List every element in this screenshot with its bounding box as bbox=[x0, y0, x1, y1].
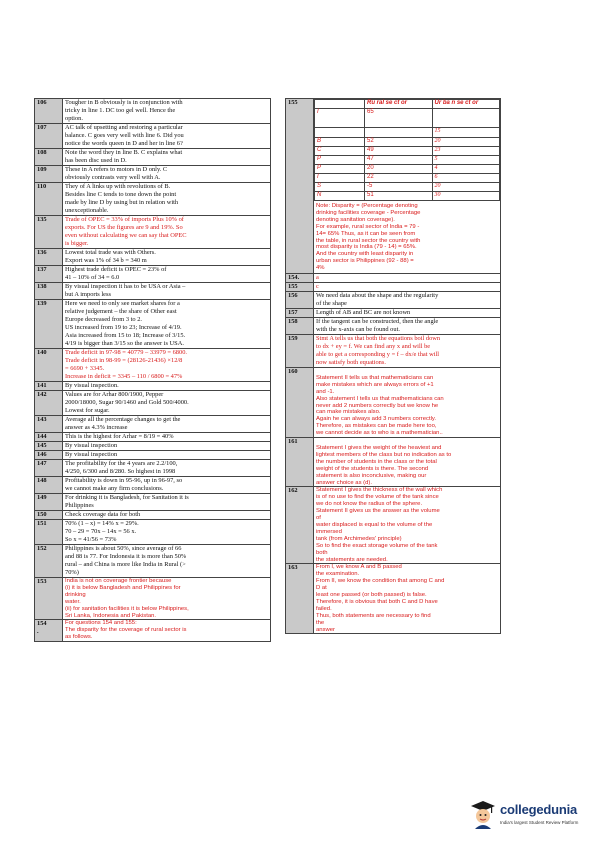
answer-row bbox=[35, 149, 271, 166]
explanation-line: notice the words queen in D and her in line 6? bbox=[65, 140, 183, 147]
answer-explanation bbox=[63, 124, 271, 149]
explanation-line: Lowest total trade was with Others. bbox=[65, 249, 156, 256]
explanation-line: balance. C goes very well with line 6. Did you bbox=[65, 132, 184, 139]
explanation-line: India is not on coverage frontier because bbox=[65, 578, 172, 584]
explanation-line: with the x-axis can be found out. bbox=[316, 326, 400, 334]
note-line: And the country with least disparity in bbox=[316, 251, 414, 258]
answer-row bbox=[35, 283, 271, 300]
explanation-line: If the tangent can be constructed, then the angle bbox=[316, 318, 439, 326]
country-initial: I bbox=[315, 174, 365, 183]
left-answer-table bbox=[34, 98, 271, 642]
answer-row bbox=[35, 620, 271, 642]
explanation-line: By visual inspection it has to be USA or Asia – bbox=[65, 283, 186, 290]
explanation-line: we do not know the radius of the sphere. bbox=[316, 501, 423, 508]
explanation-line: Stmt A tells us that both the equations boil down bbox=[316, 335, 441, 343]
answer-row bbox=[35, 300, 271, 349]
explanation-line: of the shape bbox=[316, 300, 347, 308]
explanation-line: Philippines bbox=[65, 502, 94, 509]
question-number: 150 bbox=[35, 511, 63, 520]
answer-explanation bbox=[63, 416, 271, 433]
question-number: 138 bbox=[35, 283, 63, 300]
answer-explanation bbox=[314, 368, 501, 438]
explanation-line: even without calculating we can say that OPEC bbox=[65, 232, 187, 239]
graduate-mascot-icon bbox=[470, 800, 496, 830]
explanation-line: Lowest for sugar. bbox=[65, 407, 110, 414]
explanation-line: 4/19 is bigger than 3/15 so the answer is USA. bbox=[65, 340, 184, 347]
answer-row bbox=[286, 283, 501, 292]
answer-row bbox=[35, 382, 271, 391]
explanation-line bbox=[316, 438, 498, 445]
note-line: 14= 65% Thus, as it can be seen from bbox=[316, 230, 416, 237]
country-initial: B bbox=[315, 138, 365, 147]
explanation-line: has been disc used in D. bbox=[65, 157, 127, 164]
note-line: Note: Disparity = (Percentage denoting bbox=[316, 203, 418, 209]
explanation-line: able to get a corresponding y = f – dx/e that will bbox=[316, 351, 440, 359]
explanation-line: From I, we know A and B passed bbox=[316, 564, 402, 571]
explanation-line: never add 2 numbers correctly but we know he bbox=[316, 402, 439, 409]
question-number: 140 bbox=[35, 349, 63, 382]
explanation-line: They of A links up with revolutions of B. bbox=[65, 183, 171, 190]
answer-explanation bbox=[63, 249, 271, 266]
answer-explanation bbox=[63, 451, 271, 460]
explanation-line: So x = 41/56 = 73% bbox=[65, 536, 117, 543]
disparity-table bbox=[314, 99, 500, 201]
answer-explanation bbox=[63, 545, 271, 578]
question-number: 141 bbox=[35, 382, 63, 391]
explanation-line: relative judgement – the share of Other east bbox=[65, 308, 177, 315]
rural-disparity: 49 bbox=[365, 147, 433, 156]
explanation-line: we cannot make any firm conclusions. bbox=[65, 485, 164, 492]
answer-row bbox=[35, 99, 271, 124]
question-number: 149 bbox=[35, 494, 63, 511]
explanation-line: This is the highest for Arhar = 8/19 = 40% bbox=[65, 433, 174, 440]
answer-explanation bbox=[314, 487, 501, 564]
question-number: 163 bbox=[286, 564, 314, 634]
question-number: 109 bbox=[35, 166, 63, 183]
question-number: 136 bbox=[35, 249, 63, 266]
explanation-line: So to find the exact storage volume of the tank bbox=[316, 542, 438, 549]
explanation-line: Trade deficit in 98-99 = (28126-21436) ×12/8 bbox=[65, 357, 183, 364]
explanation-line: Statement II gives us the answer as the volume bbox=[316, 508, 440, 515]
answer-row bbox=[286, 564, 501, 634]
answer-explanation bbox=[63, 283, 271, 300]
country-initial: P bbox=[315, 156, 365, 165]
explanation-line: Statement I gives the weight of the heaviest and bbox=[316, 445, 442, 451]
explanation-line: These in A refers to motors in D only. C bbox=[65, 166, 168, 173]
answer-row bbox=[286, 438, 501, 487]
answer-row bbox=[286, 274, 501, 283]
logo-tagline: India's largest Student Review Platform bbox=[500, 820, 579, 825]
question-number: 154 . bbox=[35, 620, 63, 642]
explanation-line: weight of the students is there. The second bbox=[316, 465, 429, 472]
note-line: drinking facilities coverage - Percentage bbox=[316, 209, 421, 216]
disparity-row bbox=[315, 183, 500, 192]
explanation-line: Also statement I tells us that mathematicians can bbox=[316, 395, 444, 402]
answer-row bbox=[286, 335, 501, 368]
answer-row bbox=[35, 349, 271, 382]
question-number: 137 bbox=[35, 266, 63, 283]
urban-disparity: 23 bbox=[432, 147, 500, 156]
explanation-line: and -1. bbox=[316, 388, 335, 395]
rural-disparity: 20 bbox=[365, 165, 433, 174]
question-number: 107 bbox=[35, 124, 63, 149]
note-line: the table, in rural sector the country with bbox=[316, 237, 421, 244]
question-number: 162 bbox=[286, 487, 314, 564]
explanation-line: US increased from 19 to 23; Increase of 4/19. bbox=[65, 324, 182, 331]
answer-row bbox=[286, 487, 501, 564]
country-initial bbox=[315, 128, 365, 138]
answer-explanation bbox=[314, 274, 501, 283]
question-number: 145 bbox=[35, 442, 63, 451]
answer-explanation bbox=[314, 292, 501, 309]
question-number: 156 bbox=[286, 292, 314, 309]
question-number: 152 bbox=[35, 545, 63, 578]
rural-disparity: 47 bbox=[365, 156, 433, 165]
answer-row-155-table bbox=[286, 99, 501, 274]
explanation-line: For questions 154 and 155: bbox=[65, 620, 137, 627]
explanation-line: Length of AB and BC are not known bbox=[316, 309, 411, 317]
explanation-line: We need data about the shape and the regularity bbox=[316, 292, 439, 300]
disparity-row bbox=[315, 156, 500, 165]
rural-disparity: 51 bbox=[365, 192, 433, 201]
answer-row bbox=[286, 309, 501, 318]
answer-explanation bbox=[63, 620, 271, 642]
explanation-line: option. bbox=[65, 115, 83, 122]
note-line: 4% bbox=[316, 265, 325, 272]
answer-explanation bbox=[63, 166, 271, 183]
explanation-line: Profitability is down in 95-96, up in 96-97, so bbox=[65, 477, 183, 484]
explanation-line: 70%) bbox=[65, 569, 79, 576]
explanation-line: lightest members of the class but no indication as to bbox=[316, 451, 452, 458]
explanation-line: Trade of OPEC = 33% of imports Plus 10% of bbox=[65, 216, 184, 223]
question-number: 143 bbox=[35, 416, 63, 433]
explanation-line: By visual inspection. bbox=[65, 382, 119, 389]
explanation-line: Statement II tells us that mathematicians can bbox=[316, 374, 434, 381]
urban-disparity bbox=[432, 109, 500, 128]
explanation-line: By visual inspection bbox=[65, 451, 118, 458]
explanation-line: water displaced is equal to the volume of the bbox=[316, 521, 433, 528]
answer-explanation bbox=[63, 99, 271, 124]
answer-row bbox=[286, 318, 501, 335]
question-number: 146 bbox=[35, 451, 63, 460]
answer-row bbox=[286, 368, 501, 438]
header-urban: Ur ba n se ct or bbox=[432, 100, 500, 109]
disparity-row bbox=[315, 138, 500, 147]
explanation-line: is bigger. bbox=[65, 240, 89, 247]
question-number: 144 bbox=[35, 433, 63, 442]
country-initial: S bbox=[315, 183, 365, 192]
explanation-line: unexceptionable. bbox=[65, 207, 109, 214]
explanation-line: Statement I gives the thickness of the wall which bbox=[316, 487, 443, 494]
question-number: 158 bbox=[286, 318, 314, 335]
answer-explanation bbox=[63, 433, 271, 442]
explanation-line: (i) it is below Bangladesh and Philippines for bbox=[65, 584, 181, 591]
answer-row bbox=[35, 578, 271, 620]
explanation-line: now satisfy both equations. bbox=[316, 359, 386, 367]
rural-disparity: -5 bbox=[365, 183, 433, 192]
explanation-line: the bbox=[316, 619, 325, 626]
explanation-line: 2000/18000, Sugar 90/1460 and Gold 500/4000. bbox=[65, 399, 189, 406]
explanation-line: c bbox=[316, 283, 319, 291]
rural-disparity bbox=[365, 128, 433, 138]
explanation-line: water. bbox=[65, 598, 81, 605]
explanation-line: answer choice as (d). bbox=[316, 479, 372, 486]
answer-row bbox=[286, 292, 501, 309]
note-line: For example, rural sector of India = 79 - bbox=[316, 223, 420, 230]
answer-explanation bbox=[314, 283, 501, 292]
disparity-row bbox=[315, 147, 500, 156]
explanation-line: but A imports less bbox=[65, 291, 111, 298]
right-answer-table bbox=[285, 98, 501, 634]
explanation-line: From II, we know the condition that among C and bbox=[316, 578, 445, 585]
explanation-line: made by line D by using but in relation with bbox=[65, 199, 179, 206]
explanation-line: Highest trade deficit is OPEC = 23% of bbox=[65, 266, 167, 273]
answer-row bbox=[35, 477, 271, 494]
answer-explanation bbox=[314, 318, 501, 335]
collegedunia-logo bbox=[470, 798, 590, 838]
explanation-line: For drinking it is Bangladesh, for Sanitation it is bbox=[65, 494, 189, 501]
answer-explanation bbox=[63, 511, 271, 520]
explanation-line: 4/250, 6/300 and 8/280. So highest in 1998 bbox=[65, 468, 176, 475]
answer-explanation bbox=[63, 460, 271, 477]
urban-disparity: 6 bbox=[432, 174, 500, 183]
answer-row bbox=[35, 391, 271, 416]
urban-disparity: 4 bbox=[432, 165, 500, 174]
question-number: 157 bbox=[286, 309, 314, 318]
disparity-cell bbox=[314, 99, 501, 274]
question-number: 148 bbox=[35, 477, 63, 494]
disparity-header-row bbox=[315, 100, 500, 109]
urban-disparity: 20 bbox=[432, 183, 500, 192]
answer-explanation bbox=[63, 149, 271, 166]
answer-explanation bbox=[63, 382, 271, 391]
note-line: urban sector is Philippines (92 - 88) = bbox=[316, 258, 414, 265]
explanation-line: Check coverage data for both bbox=[65, 511, 141, 518]
rural-disparity: 22 bbox=[365, 174, 433, 183]
answer-row bbox=[35, 451, 271, 460]
explanation-line: least one passed (or both passed) is false. bbox=[316, 592, 427, 599]
explanation-line: make mistakes which are always errors of +1 bbox=[316, 381, 434, 388]
explanation-line: can make mistakes also. bbox=[316, 409, 381, 416]
explanation-line: obviously contrasts very well with A. bbox=[65, 174, 161, 181]
explanation-line: immersed bbox=[316, 528, 342, 535]
explanation-line: Average all the percentage changes to get the bbox=[65, 416, 181, 423]
answer-explanation bbox=[63, 494, 271, 511]
disparity-row bbox=[315, 192, 500, 201]
answer-row bbox=[35, 545, 271, 578]
explanation-line: to dx + ey = f. We can find any x and will be bbox=[316, 343, 431, 351]
urban-disparity: 20 bbox=[432, 138, 500, 147]
question-number: 161 bbox=[286, 438, 314, 487]
question-number: 110 bbox=[35, 183, 63, 216]
answer-row bbox=[35, 416, 271, 433]
question-number: 153 bbox=[35, 578, 63, 620]
answer-explanation bbox=[63, 266, 271, 283]
explanation-line: Here we need to only see market shares for a bbox=[65, 300, 180, 307]
answer-row bbox=[35, 183, 271, 216]
explanation-line: answer as 4.3% increase bbox=[65, 424, 128, 431]
answer-row bbox=[35, 494, 271, 511]
disparity-note bbox=[314, 201, 500, 273]
explanation-line: drinking bbox=[65, 591, 86, 598]
country-initial: I bbox=[315, 109, 365, 128]
answer-row bbox=[35, 124, 271, 149]
explanation-line: exports. For US the figures are 9 and 19%. So bbox=[65, 224, 183, 231]
explanation-line: Therefore, it is obvious that both C and D have bbox=[316, 598, 438, 605]
explanation-line: is of no use to find the volume of the tank since bbox=[316, 494, 439, 501]
explanation-line: statement is also inconclusive, making our bbox=[316, 472, 427, 479]
answer-explanation bbox=[63, 349, 271, 382]
question-number: 147 bbox=[35, 460, 63, 477]
question-number: 154. bbox=[286, 274, 314, 283]
explanation-line: 70 – 29 = 70x – 14x = 56 x. bbox=[65, 528, 137, 535]
explanation-line: The profitability for the 4 years are 2.2/100, bbox=[65, 460, 178, 467]
answer-row bbox=[35, 511, 271, 520]
explanation-line: Sri Lanka, Indonesia and Pakistan. bbox=[65, 612, 157, 619]
question-number: 160 bbox=[286, 368, 314, 438]
answer-explanation bbox=[63, 216, 271, 249]
explanation-line: answer bbox=[316, 626, 335, 633]
note-line: most disparity is India (79 - 14) = 65%. bbox=[316, 244, 417, 251]
question-number: 159 bbox=[286, 335, 314, 368]
explanation-line: the examination. bbox=[316, 571, 360, 578]
answer-explanation bbox=[314, 564, 501, 634]
explanation-line: Europe decreased from 3 to 2. bbox=[65, 316, 143, 323]
explanation-line: Note the word they in line B. C explains what bbox=[65, 149, 183, 156]
answer-row bbox=[35, 442, 271, 451]
explanation-line: tricky in line 1. DC too gel well. Hence the bbox=[65, 107, 176, 114]
question-number: 135 bbox=[35, 216, 63, 249]
explanation-line: The disparity for the coverage of rural sector is bbox=[65, 627, 187, 634]
header-rural: Ru ral se ct or bbox=[365, 100, 433, 109]
disparity-row bbox=[315, 174, 500, 183]
explanation-line: and 88 is 77. For Indonesia it is more than 50% bbox=[65, 553, 187, 560]
explanation-line: By visual inspection bbox=[65, 442, 118, 449]
explanation-line: Therefore, as mistakes can be made here too, bbox=[316, 423, 437, 430]
question-number: 155 bbox=[286, 99, 314, 274]
country-initial: C bbox=[315, 147, 365, 156]
explanation-line: 41 – 10% of 34 = 6.0 bbox=[65, 274, 120, 281]
urban-disparity: 5 bbox=[432, 156, 500, 165]
explanation-line: a bbox=[316, 274, 319, 282]
explanation-line: Asia increased from 15 to 18; Increase of 3/15. bbox=[65, 332, 186, 339]
explanation-line: D at bbox=[316, 585, 327, 592]
explanation-line: AC talk of upsetting and restoring a particular bbox=[65, 124, 183, 131]
explanation-line: Values are for Arhar 800/1900, Pepper bbox=[65, 391, 164, 398]
explanation-line: Export was 1% of 34 b = 340 m bbox=[65, 257, 147, 264]
note-line: denoting sanitation coverage). bbox=[316, 216, 395, 223]
answer-row bbox=[35, 266, 271, 283]
question-number: 142 bbox=[35, 391, 63, 416]
question-number: 151 bbox=[35, 520, 63, 545]
urban-disparity: 30 bbox=[432, 192, 500, 201]
explanation-line: Tougher in B obviously is in conjunction with bbox=[65, 99, 183, 106]
explanation-line: 70% (1 – x) = 14% x = 29%. bbox=[65, 520, 139, 527]
rural-disparity: 52 bbox=[365, 138, 433, 147]
answer-explanation bbox=[314, 309, 501, 318]
answer-explanation bbox=[63, 300, 271, 349]
question-number: 106 bbox=[35, 99, 63, 124]
disparity-row bbox=[315, 165, 500, 174]
explanation-line: rural – and China is more like India in Rural (> bbox=[65, 561, 186, 568]
answer-explanation bbox=[314, 335, 501, 368]
urban-disparity: 15 bbox=[432, 128, 500, 138]
explanation-line: Thus, both statements are necessary to find bbox=[316, 612, 431, 619]
explanation-line: the number of students in the class or the total bbox=[316, 458, 437, 465]
explanation-line: Trade deficit in 97-98 = 40779 – 33979 = 6800. bbox=[65, 349, 187, 356]
explanation-line: as follows. bbox=[65, 634, 93, 641]
explanation-line: Again he can always add 3 numbers correctly. bbox=[316, 416, 437, 423]
explanation-line: = 6690 + 3345. bbox=[65, 365, 105, 372]
explanation-line: of bbox=[316, 515, 321, 522]
answer-row bbox=[35, 249, 271, 266]
disparity-row bbox=[315, 128, 500, 138]
question-number: 108 bbox=[35, 149, 63, 166]
disparity-row bbox=[315, 109, 500, 128]
answer-row bbox=[35, 216, 271, 249]
explanation-line bbox=[316, 368, 498, 375]
explanation-line: Philippines is about 50%, since average of 66 bbox=[65, 545, 182, 552]
right-answer-column bbox=[285, 98, 501, 634]
left-answer-column bbox=[34, 98, 271, 642]
country-initial: N bbox=[315, 192, 365, 201]
answer-row bbox=[35, 433, 271, 442]
country-initial: P bbox=[315, 165, 365, 174]
answer-explanation bbox=[63, 477, 271, 494]
answer-explanation bbox=[63, 391, 271, 416]
explanation-line: failed. bbox=[316, 605, 332, 612]
question-number: 139 bbox=[35, 300, 63, 349]
explanation-line: (ii) for sanitation facilities it is below Philippines, bbox=[65, 605, 189, 612]
logo-name: collegedunia bbox=[500, 802, 578, 817]
explanation-line: tank (from Archimedes' principle) bbox=[316, 535, 402, 542]
answer-explanation bbox=[63, 578, 271, 620]
answer-explanation bbox=[63, 183, 271, 216]
header-blank bbox=[315, 100, 365, 109]
answer-row bbox=[35, 520, 271, 545]
answer-explanation bbox=[63, 520, 271, 545]
rural-disparity: 65 bbox=[365, 109, 433, 128]
explanation-line: Increase in deficit = 3345 – 110 / 6800 = 47% bbox=[65, 373, 183, 380]
explanation-line: the statements are needed. bbox=[316, 556, 388, 563]
answer-row bbox=[35, 166, 271, 183]
question-number: 155 bbox=[286, 283, 314, 292]
answer-explanation bbox=[63, 442, 271, 451]
answer-row bbox=[35, 460, 271, 477]
explanation-line: both bbox=[316, 549, 328, 556]
explanation-line: Besides line C tends to tone down the point bbox=[65, 191, 177, 198]
answer-explanation bbox=[314, 438, 501, 487]
explanation-line: we cannot decide as to who is a mathematician.. bbox=[316, 430, 443, 437]
